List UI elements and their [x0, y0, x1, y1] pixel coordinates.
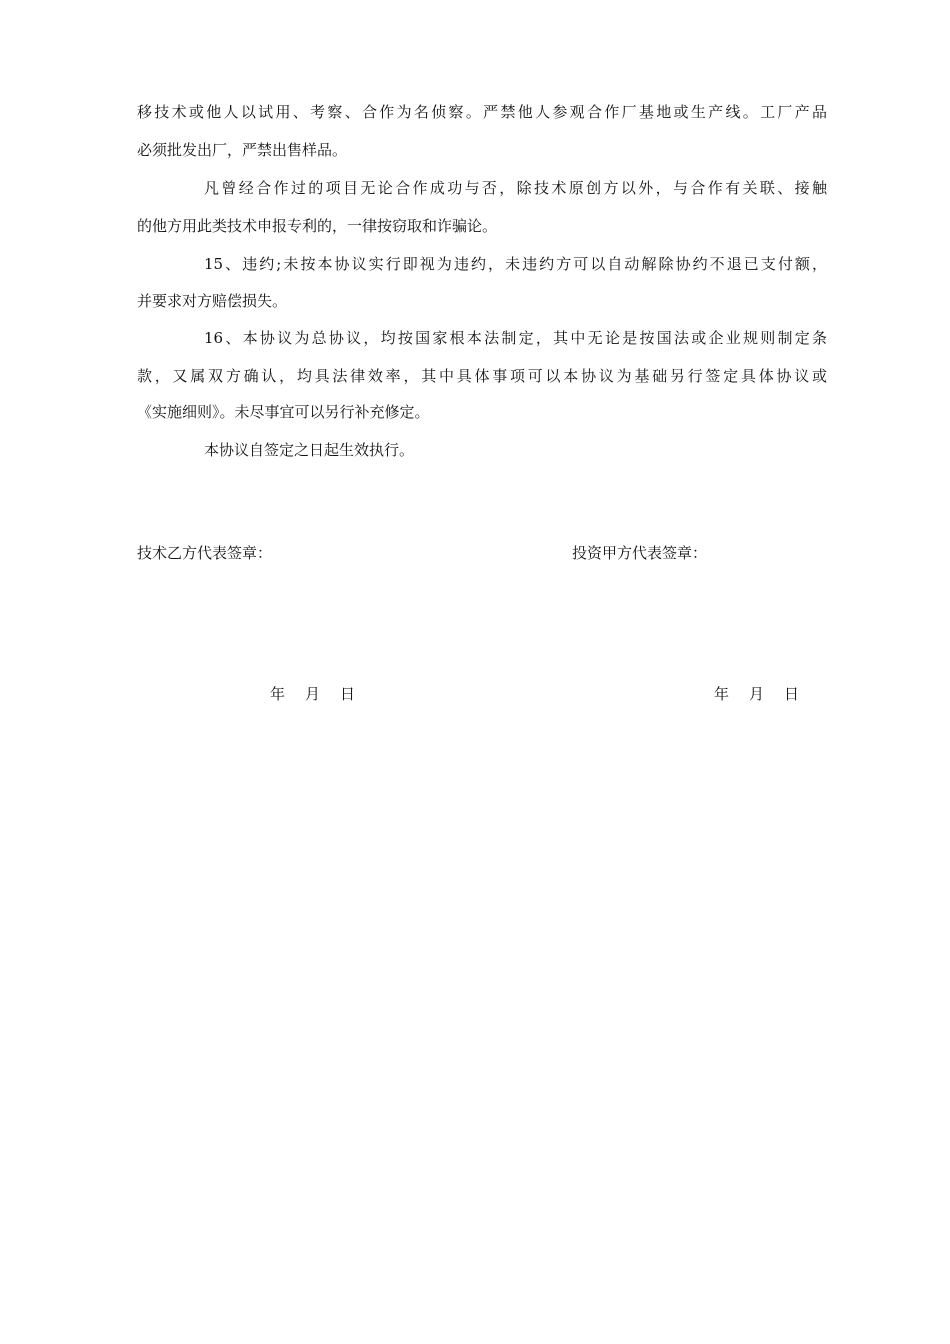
date-month-label: 月: [305, 685, 321, 703]
paragraph-2-line-2: 的他方用此类技术申报专利的，一律按窃取和诈骗论。: [137, 217, 498, 235]
signature-label-party-a: 投资甲方代表签章：: [572, 544, 708, 562]
date-party-a: [714, 684, 799, 704]
paragraph-4-line-3: 《实施细则》。未尽事宜可以另行补充修定。: [137, 403, 430, 421]
date-day-label: 日: [784, 685, 800, 703]
paragraph-4-line-2: 款，又属双方确认，均具法律效率，其中具体事项可以本协议为基础另行签定具体协议或: [137, 367, 827, 385]
paragraph-5-line-1: 本协议自签定之日起生效执行。: [204, 441, 415, 459]
date-year-label: 年: [270, 685, 286, 703]
signature-label-party-b: 技术乙方代表签章：: [137, 544, 273, 562]
paragraph-1-line-2: 必须批发出厂，严禁出售样品。: [137, 141, 348, 159]
paragraph-2-line-1: 凡曾经合作过的项目无论合作成功与否，除技术原创方以外，与合作有关联、接触: [204, 179, 827, 197]
date-party-b: [270, 684, 355, 704]
date-year-label: 年: [714, 685, 730, 703]
paragraph-4-line-1: 16、本协议为总协议，均按国家根本法制定，其中无论是按国法或企业规则制定条: [204, 329, 827, 347]
date-month-label: 月: [749, 685, 765, 703]
paragraph-3-line-1: 15、违约;未按本协议实行即视为违约，未违约方可以自动解除协约不退已支付额，: [204, 255, 827, 273]
paragraph-1-line-1: 移技术或他人以试用、考察、合作为名侦察。严禁他人参观合作厂基地或生产线。工厂产品: [137, 103, 827, 121]
paragraph-3-line-2: 并要求对方赔偿损失。: [137, 292, 288, 310]
date-day-label: 日: [340, 685, 356, 703]
